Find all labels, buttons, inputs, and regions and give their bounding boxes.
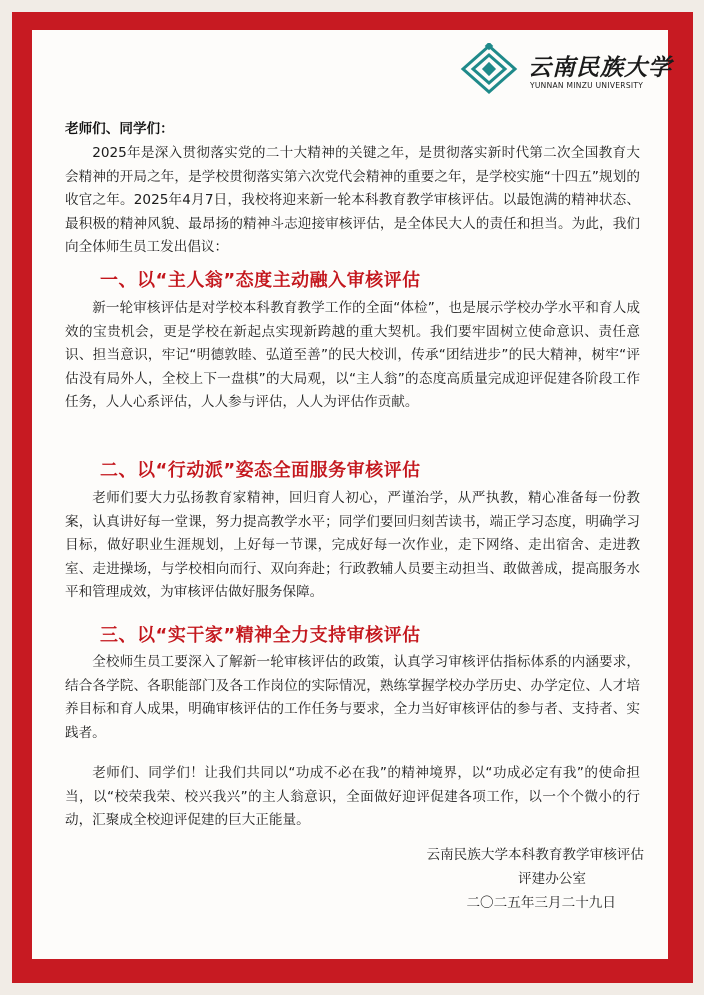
section-1-body: 新一轮审核评估是对学校本科教育教学工作的全面“体检”，也是展示学校办学水平和育人成效的宝贵机会，更是学校在新起点实现新跨越的重大契机。我们要牢固树立使命意识、责任意识、担当意识，牢记“明德敦睦、弘道至善”的民大校训，传承“团结进步”的民大精神，树牢“评估没有局外人，全校上下一盘棋”的大局观，以“主人翁”的态度高质量完成迎评促建各阶段工作任务，人人心系评估，人人参与评估，人人为评估作贡献。 (65, 300, 640, 410)
section-3-heading: 三、以“实干家”精神全力支持审核评估 (100, 625, 421, 646)
section-3-body: 全校师生员工要深入了解新一轮审核评估的政策，认真学习审核评估指标体系的内涵要求，结合各学院、各职能部门及各工作岗位的实际情况，熟练掌握学校办学历史、办学定位、人才培养目标和育人成果，明确审核评估的工作任务与要求，全力当好审核评估的参与者、支持者、实践者。 (65, 654, 640, 741)
closing-paragraph: 老师们、同学们！让我们共同以“功成不必在我”的精神境界，以“功成必定有我”的使命担当，以“校荣我荣、校兴我兴”的主人翁意识，全面做好迎评促建各项工作，以一个个微小的行动，汇聚成全校迎评促建的巨大正能量。 (65, 765, 640, 828)
section-1-heading: 一、以“主人翁”态度主动融入审核评估 (100, 270, 421, 291)
university-emblem-icon (458, 43, 520, 95)
signature-org: 云南民族大学本科教育教学审核评估 (426, 847, 644, 863)
section-2-heading: 二、以“行动派”姿态全面服务审核评估 (100, 460, 421, 481)
university-name-en: YUNNAN MINZU UNIVERSITY (530, 81, 644, 90)
intro-paragraph: 2025年是深入贯彻落实党的二十大精神的关键之年，是贯彻落实新时代第二次全国教育大会精神的开局之年，是学校贯彻落实第六次党代会精神的重要之年，是学校实施“十四五”规划的收官之年。2025年4月7日，我校将迎来新一轮本科教育教学审核评估。以最饱满的精神状态、最积极的精神风貌、最昂扬的精神斗志迎接审核评估，是全体民大人的责任和担当。为此，我们向全体师生员工发出倡议： (65, 145, 640, 255)
signature-office: 评建办公室 (518, 871, 586, 887)
greeting: 老师们、同学们： (65, 121, 174, 137)
university-logo (458, 43, 672, 95)
signature-block (427, 843, 645, 915)
signature-date: 二〇二五年三月二十九日 (466, 895, 616, 911)
university-name-cn: 云南民族大学 (528, 54, 672, 81)
section-2-body: 老师们要大力弘扬教育家精神，回归育人初心，严谨治学，从严执教，精心准备每一份教案，认真讲好每一堂课，努力提高教学水平；同学们要回归刻苦读书，端正学习态度，明确学习目标，做好职业生涯规划，上好每一节课，完成好每一次作业，走下网络、走出宿舍、走进教室、走进操场，与学校相向而行、双向奔赴；行政教辅人员要主动担当、敢做善成，提高服务水平和管理成效，为审核评估做好服务保障。 (65, 490, 640, 600)
